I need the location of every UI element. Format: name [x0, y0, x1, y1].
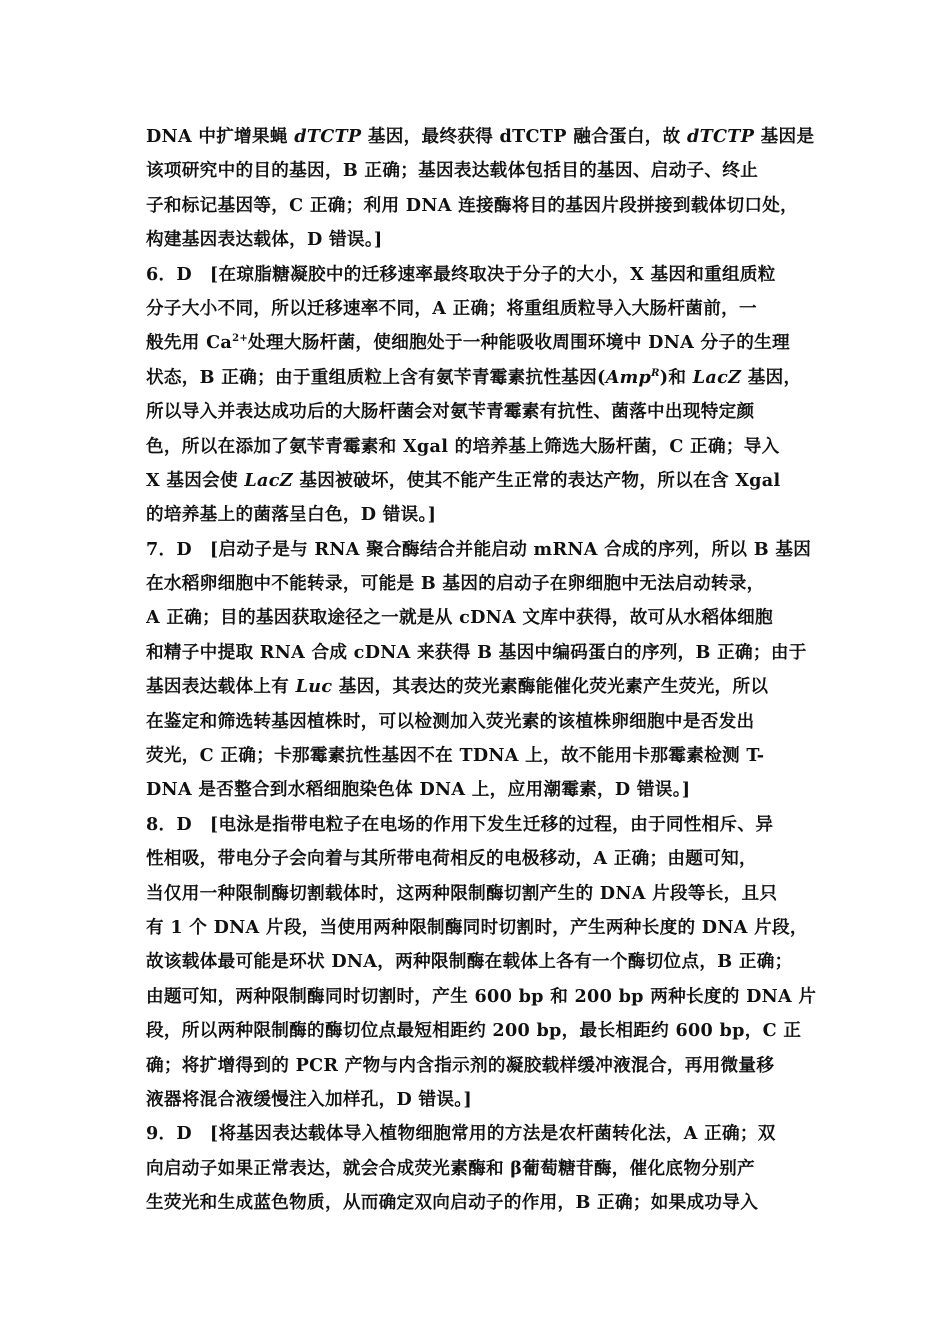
text-line: [146, 361, 821, 395]
text-run: DNA 是否整合到水稻细胞染色体 DNA 上，应用潮霉素，D 错误。]: [146, 779, 691, 801]
text-run: 9．D [将基因表达载体导入植物细胞常用的方法是农杆菌转化法，A 正确；双: [146, 1123, 776, 1145]
text-run: 基因，最终获得 dTCTP 融合蛋白，故: [361, 126, 687, 147]
text-line: [146, 533, 821, 567]
text-line: [146, 636, 821, 670]
text-line: [146, 258, 821, 292]
text-run: 和精子中提取 RNA 合成 cDNA 来获得 B 基因中编码蛋白的序列，B 正确；由于: [146, 641, 807, 663]
text-run: 处理大肠杆菌，使细胞处于一种能吸收周围环境中 DNA 分子的生理: [248, 332, 790, 354]
text-line: [146, 326, 821, 360]
text-run: 所以导入并表达成功后的大肠杆菌会对氨苄青霉素有抗性、菌落中出现特定颜: [146, 401, 755, 423]
text-run: DNA 中扩增果蝇: [146, 126, 295, 147]
text-run: 6．D [在琼脂糖凝胶中的迁移速率最终取决于分子的大小，X 基因和重组质粒: [146, 263, 776, 285]
text-run: 在鉴定和筛选转基因植株时，可以检测加入荧光素的该植株卵细胞中是否发出: [146, 710, 755, 732]
text-line: [146, 980, 821, 1014]
text-run: 基因，: [741, 366, 802, 388]
text-line: [146, 808, 821, 842]
text-run: 当仅用一种限制酶切割载体时，这两种限制酶切割产生的 DNA 片段等长，且只: [146, 882, 778, 904]
text-run: 构建基因表达载体，D 错误。]: [146, 229, 383, 251]
text-run: 基因表达载体上有: [146, 676, 296, 698]
text-run: 的培养基上的菌落呈白色，D 错误。]: [146, 504, 437, 526]
text-line: [146, 1014, 821, 1048]
text-line: [146, 1152, 821, 1186]
text-run: 荧光，C 正确；卡那霉素抗性基因不在 TDNA 上，故不能用卡那霉素检测 T-: [146, 745, 765, 767]
text-run: 7．D [启动子是与 RNA 聚合酶结合并能启动 mRNA 合成的序列，所以 B 基因: [146, 538, 812, 560]
text-line: [146, 154, 821, 188]
text-run: 液器将混合液缓慢注入加样孔，D 错误。]: [146, 1088, 473, 1110]
italic-gene-name: dTCTP: [294, 126, 362, 147]
text-line: [146, 842, 821, 876]
text-run: A 正确；目的基因获取途径之一就是从 cDNA 文库中获得，故可从水稻体细胞: [146, 607, 773, 629]
text-run: 由题可知，两种限制酶同时切割时，产生 600 bp 和 200 bp 两种长度的 DNA 片: [146, 985, 817, 1007]
superscript-text: 2+: [232, 333, 249, 345]
text-run: 该项研究中的目的基因，B 正确；基因表达载体包括目的基因、启动子、终止: [146, 160, 759, 182]
text-run: 基因是: [754, 126, 815, 147]
text-line: [146, 223, 821, 257]
text-run: 确；将扩增得到的 PCR 产物与内含指示剂的凝胶载样缓冲液混合，再用微量移: [146, 1054, 775, 1076]
text-line: [146, 395, 821, 429]
text-run: 状态，B 正确；由于重组质粒上含有氨苄青霉素抗性基因(: [146, 366, 606, 388]
text-line: [146, 911, 821, 945]
text-line: [146, 601, 821, 635]
text-run: 有 1 个 DNA 片段，当使用两种限制酶同时切割时，产生两种长度的 DNA 片段，: [146, 916, 808, 938]
text-line: [146, 1049, 821, 1083]
text-line: [146, 430, 821, 464]
answer-explanation-page: [146, 120, 821, 1221]
text-run: 故该载体最可能是环状 DNA，两种限制酶在载体上各有一个酶切位点，B 正确；: [146, 951, 793, 973]
italic-gene-name: Amp: [605, 366, 652, 388]
text-line: [146, 945, 821, 979]
superscript-text: R: [651, 367, 660, 379]
text-line: [146, 498, 821, 532]
text-run: 在水稻卵细胞中不能转录，可能是 B 基因的启动子在卵细胞中无法启动转录，: [146, 573, 765, 595]
text-run: 性相吸，带电分子会向着与其所带电荷相反的电极移动，A 正确；由题可知，: [146, 848, 757, 870]
text-run: )和: [659, 366, 693, 388]
text-line: [146, 189, 821, 223]
text-run: 向启动子如果正常表达，就会合成荧光素酶和 β葡萄糖苷酶，催化底物分别产: [146, 1157, 755, 1179]
text-run: X 基因会使: [146, 469, 245, 491]
text-line: [146, 1083, 821, 1117]
text-run: 色，所以在添加了氨苄青霉素和 Xgal 的培养基上筛选大肠杆菌，C 正确；导入: [146, 435, 780, 457]
text-run: 基因，其表达的荧光素酶能催化荧光素产生荧光，所以: [332, 676, 769, 698]
text-line: [146, 1117, 821, 1151]
text-run: 生荧光和生成蓝色物质，从而确定双向启动子的作用，B 正确；如果成功导入: [146, 1192, 759, 1214]
text-line: [146, 877, 821, 911]
text-run: 般先用 Ca: [146, 332, 233, 354]
text-line: [146, 773, 821, 807]
text-line: [146, 120, 821, 154]
text-run: 分子大小不同，所以迁移速率不同，A 正确；将重组质粒导入大肠杆菌前，一: [146, 297, 757, 319]
text-line: [146, 670, 821, 704]
text-line: [146, 705, 821, 739]
text-line: [146, 1186, 821, 1220]
text-run: 8．D [电泳是指带电粒子在电场的作用下发生迁移的过程，由于同性相斥、异: [146, 813, 774, 835]
text-line: [146, 739, 821, 773]
text-run: 段，所以两种限制酶的酶切位点最短相距约 200 bp，最长相距约 600 bp，C 正: [146, 1020, 802, 1042]
text-line: [146, 567, 821, 601]
italic-gene-name: LacZ: [692, 366, 742, 388]
text-line: [146, 292, 821, 326]
text-run: 基因被破坏，使其不能产生正常的表达产物，所以在含 Xgal: [292, 469, 781, 491]
italic-gene-name: LacZ: [244, 469, 293, 491]
text-line: [146, 464, 821, 498]
italic-gene-name: dTCTP: [687, 126, 755, 147]
italic-gene-name: Luc: [295, 676, 333, 698]
text-run: 子和标记基因等，C 正确；利用 DNA 连接酶将目的基因片段拼接到载体切口处，: [146, 194, 799, 216]
